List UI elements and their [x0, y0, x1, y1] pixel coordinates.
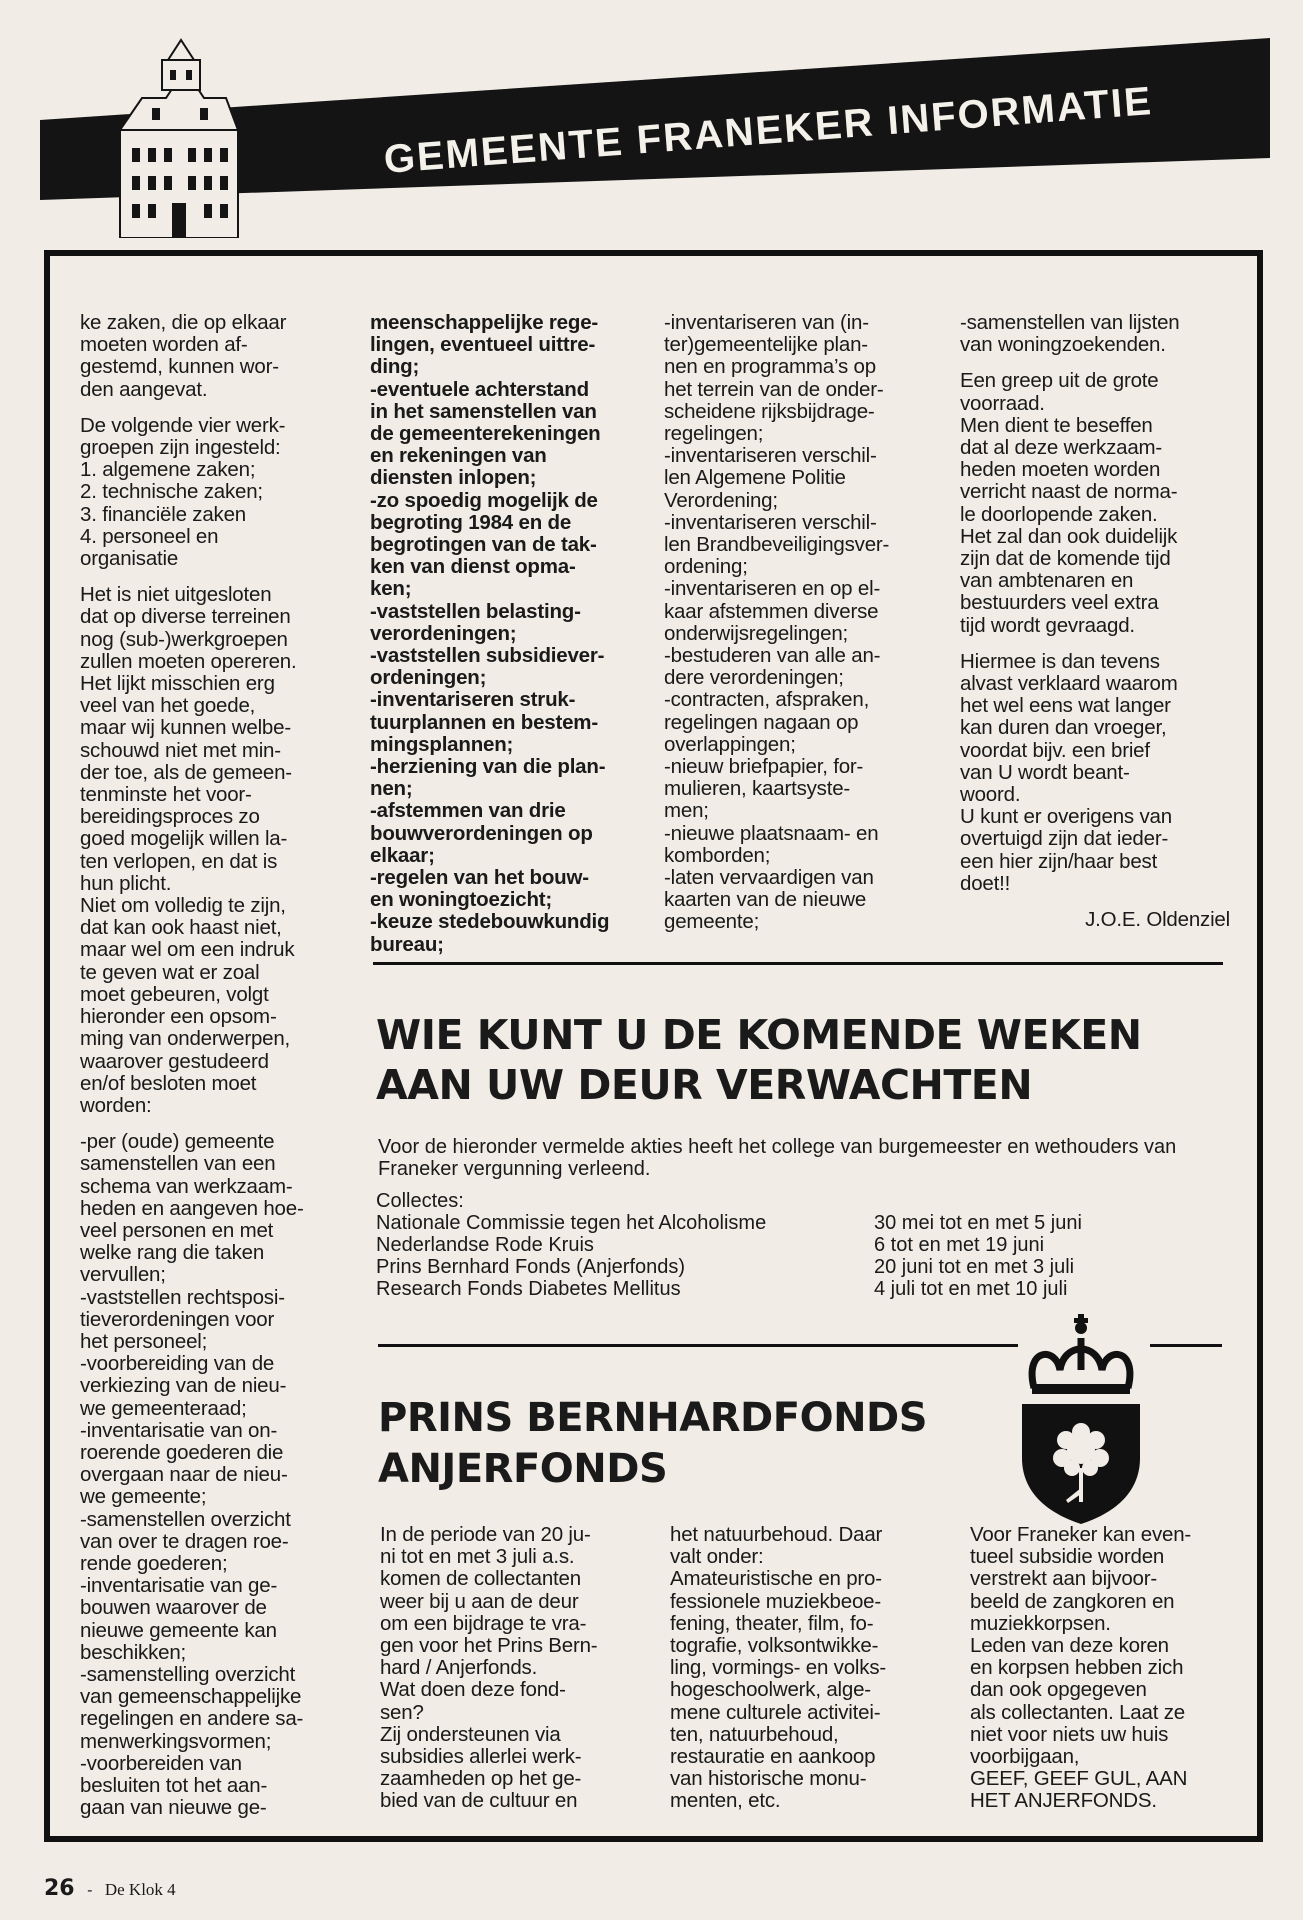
headline-collectes — [376, 1010, 1236, 1110]
collecte-row — [376, 1256, 1236, 1278]
header-title: GEMEENTE FRANEKER INFORMATIE — [382, 78, 1155, 182]
magazine-name: De Klok 4 — [104, 1880, 176, 1899]
collecte-name: Research Fonds Diabetes Mellitus — [376, 1278, 681, 1300]
collecte-name: Prins Bernhard Fonds (Anjerfonds) — [376, 1256, 686, 1278]
collectes-label: Collectes: — [376, 1190, 464, 1212]
paragraph: -inventariseren van (in- ter)gemeentelijke plan- nen en programma’s op het terrein van de onder- scheidene rijksbijdrage- regelingen; -inventariseren verschil- len Algemene Politie Verordening; -inventariseren verschil- len Brandbeveiligingsver- ordening; -inventariseren en op el- kaar afstemmen diverse onderwijsregelingen; -bestuderen van alle an- dere verordeningen; -contracten, afspraken, regelingen nagaan op overlappingen; -nieuw briefpapier, for- mulieren, kaartsyste- men; -nieuwe plaatsnaam- en komborden; -laten vervaardigen van kaarten van de nieuwe gemeente; — [664, 311, 890, 934]
divider — [373, 962, 1223, 965]
paragraph: -per (oude) gemeente samenstellen van een schema van werkzaam- heden en aangeven hoe- veel personen en met welke rang die taken vervullen; -vaststellen rechtsposi- tieverordeningen voor het personeel; -voorbereiding van de verkiezing van de nieu- we gemeenteraad; -inventarisatie van on- roerende goederen die overgaan naar de nieu- we gemeente; -samenstellen overzicht van over te dragen roe- rende goederen; -inventarisatie van ge- bouwen waarover de nieuwe gemeente kan beschikken; -samenstelling overzicht van gemeenschappelijke regelingen en andere sa- menwerkingsvormen; -voorbereiden van besluiten tot het aan- gaan van nieuwe ge- — [80, 1130, 304, 1820]
paragraph: Hiermee is dan tevens alvast verklaard waarom het wel eens wat langer kan duren dan vroeger, voordat bijv. een brief van U wordt beant- woord. U kunt er overigens van overtuigd zijn dat ieder- een hier zijn/haar best doet!! — [960, 649, 1178, 895]
collecte-dates: 6 tot en met 19 juni — [874, 1234, 1045, 1256]
paragraph: De volgende vier werk- groepen zijn ingesteld: 1. algemene zaken; 2. technische zaken; 3. financiële zaken 4. personeel en organisatie — [80, 413, 286, 571]
collecte-row — [376, 1212, 1236, 1234]
article-column-1: In de periode van 20 ju- ni tot en met 3 juli a.s. komen de collectanten weer bij u aan de deur om een bijdrage te vra- gen voor het Prins Bern- hard / Anjerfonds. Wat doen deze fond- sen? Zij ondersteunen via subsidies allerlei werk- zaamheden op het ge- bied van de cultuur en — [380, 1523, 598, 1813]
intro-text: Voor de hieronder vermelde akties heeft het college van burgemeester en wethouders van Franeker vergunning verleend. — [378, 1136, 1177, 1180]
headline-line: ANJERFONDS — [378, 1446, 668, 1492]
headline-line: AAN UW DEUR VERWACHTEN — [376, 1061, 1033, 1109]
author-signature: J.O.E. Oldenziel — [1085, 908, 1230, 932]
collecte-row — [376, 1234, 1236, 1256]
page-footer — [44, 1876, 176, 1901]
paragraph: Het is niet uitgesloten dat op diverse terreinen nog (sub-)werkgroepen zullen moeten opereren. Het lijkt misschien erg veel van het goede, maar wij kunnen welbe- schouwd niet met min- der toe, als de gemeen- tenminste het voor- bereidingsproces zo goed mogelijk willen la- ten verlopen, en dat is hun plicht. Niet om volledig te zijn, dat kan ook haast niet, maar wel om een indruk te geven wat er zoal moet gebeuren, volgt hieronder een opsom- ming van onderwerpen, waarover gestudeerd en/of besloten moet worden: — [80, 583, 297, 1117]
article-column-2: het natuurbehoud. Daar valt onder: Amateuristische en pro- fessionele muziekbeoe- fening, theater, film, fo- tografie, volksontwikke- ling, vormings- en volks- hogeschoolwerk, alge- mene culturele activitei- ten, natuurbehoud, restauratie en aankoop van historische monu- menten, etc. — [670, 1523, 887, 1813]
collecte-name: Nationale Commissie tegen het Alcoholisme — [376, 1212, 767, 1234]
header-banner — [40, 38, 1270, 238]
article-column-3 — [664, 312, 944, 948]
footer-separator: - — [87, 1882, 93, 1899]
collecte-row — [376, 1278, 1236, 1300]
collectes-list — [376, 1190, 1236, 1300]
paragraph: -samenstellen van lijsten van woningzoekenden. — [960, 311, 1180, 357]
collecte-name: Nederlandse Rode Kruis — [376, 1234, 594, 1256]
collecte-dates: 20 juni tot en met 3 juli — [874, 1256, 1075, 1278]
collecte-dates: 30 mei tot en met 5 juni — [874, 1212, 1082, 1234]
crown-crest-icon — [1016, 1308, 1146, 1526]
divider — [378, 1344, 1018, 1347]
article-column-3: Voor Franeker kan even- tueel subsidie worden verstrekt aan bijvoor- beeld de zangkoren en muziekkorpsen. Leden van deze koren en korpsen hebben zich dan ook opgegeven als collectanten. Laat ze niet voor niets uw huis voorbijgaan, GEEF, GEEF GUL, AAN HET ANJERFONDS. — [970, 1523, 1192, 1813]
headline-anjerfonds — [378, 1393, 998, 1495]
divider — [1150, 1344, 1222, 1347]
headline-line: PRINS BERNHARDFONDS — [378, 1395, 928, 1441]
article-column-1 — [80, 312, 350, 1833]
collecte-dates: 4 juli tot en met 10 juli — [874, 1278, 1068, 1300]
paragraph: ke zaken, die op elkaar moeten worden af- gestemd, kunnen wor- den aangevat. — [80, 311, 287, 401]
paragraph: Een greep uit de grote voorraad. Men dient te beseffen dat al deze werkzaam- heden moeten worden verricht naast de norma- le doorlopende zaken. Het zal dan ook duidelijk zijn dat de komende tijd van ambtenaren en bestuurders veel extra tijd wordt gevraagd. — [960, 369, 1178, 637]
article-column-2 — [370, 312, 650, 970]
page-number: 26 — [44, 1876, 75, 1901]
headline-line: WIE KUNT U DE KOMENDE WEKEN — [376, 1011, 1142, 1059]
paragraph: meenschappelijke rege- lingen, eventueel uittre- ding; -eventuele achterstand in het samenstellen van de gemeenterekeningen en rekeningen van diensten inlopen; -zo spoedig mogelijk de begroting 1984 en de begrotingen van de tak- ken van dienst opma- ken; -vaststellen belasting- verordeningen; -vaststellen subsidiever- ordeningen; -inventariseren struk- tuurplannen en bestem- mingsplannen; -herziening van die plan- nen; -afstemmen van drie bouwverordeningen op elkaar; -regelen van het bouw- en woningtoezicht; -keuze stedebouwkundig bureau; — [370, 311, 610, 956]
article-column-4 — [960, 312, 1230, 931]
